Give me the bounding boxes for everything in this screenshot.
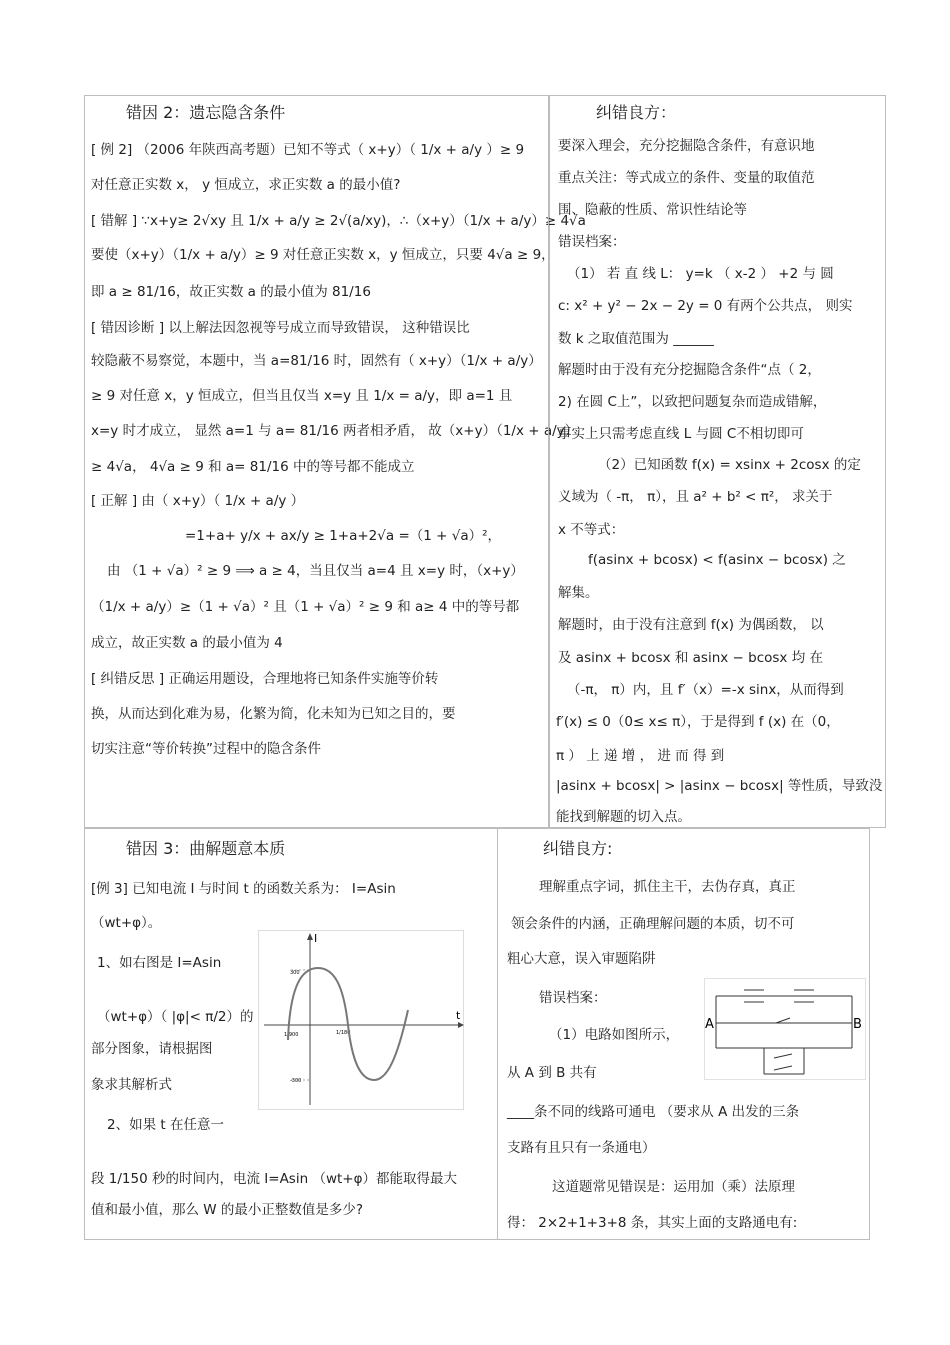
panel1-line: [ 正解 ] 由（ x+y）（ 1/x + a/y ） (91, 493, 305, 509)
circuit-diagram (704, 978, 866, 1080)
panel2-line: （-π， π）内，且 f′（x）=-x sinx，从而得到 (567, 682, 844, 698)
panel1-line: 要使（x+y）（1/x + a/y）≥ 9 对任意正实数 x，y 恒成立，只要 4√a ≥ 9， (91, 247, 555, 263)
panel2-line: 2) 在圆 C上”，以致把问题复杂而造成错解， (558, 394, 827, 410)
panel3-line: 部分图象，请根据图 (91, 1041, 213, 1057)
panel2-line: 重点关注：等式成立的条件、变量的取值范 (558, 170, 815, 186)
panel2-line: 围、隐蔽的性质、常识性结论等 (558, 202, 747, 218)
panel3-title: 错因 3：曲解题意本质 (126, 839, 286, 858)
circuit-label-b: B (853, 1017, 862, 1032)
panel2-line: c: x² + y² − 2x − 2y = 0 有两个公共点， 则实 (558, 298, 853, 314)
panel1-line: 切实注意“等价转换”过程中的隐含条件 (91, 741, 321, 757)
panel4-title: 纠错良方: (543, 839, 613, 858)
panel4-line: ____条不同的线路可通电 （要求从 A 出发的三条 (507, 1104, 800, 1120)
panel1-line: 即 a ≥ 81/16，故正实数 a 的最小值为 81/16 (91, 284, 371, 300)
panel2-line: 及 asinx + bcosx 和 asinx − bcosx 均 在 (558, 650, 823, 666)
circuit-label-a: A (705, 1017, 714, 1032)
graph-y-label: I (314, 932, 318, 945)
panel2-line: π ） 上 递 增 ， 进 而 得 到 (556, 748, 725, 764)
panel1-line: （1/x + a/y）≥（1 + √a）² 且（1 + √a）² ≥ 9 和 a≥ 4 中的等号都 (91, 599, 520, 615)
panel2-line: 错误档案： (558, 234, 626, 250)
panel2-line: 数 k 之取值范围为 ______ (558, 331, 714, 347)
panel2-line: f(asinx + bcosx) < f(asinx − bcosx) 之 (588, 552, 846, 568)
panel2-line: 解题时，由于没有注意到 f(x) 为偶函数， 以 (558, 617, 824, 633)
sine-graph (258, 930, 464, 1110)
panel1-line: ≥ 4√a， 4√a ≥ 9 和 a= 81/16 中的等号都不能成立 (91, 459, 415, 475)
panel3-line: 段 1/150 秒的时间内，电流 I=Asin （wt+φ）都能取得最大 (91, 1171, 457, 1187)
panel2-line: f′(x) ≤ 0（0≤ x≤ π），于是得到 f (x) 在（0， (556, 714, 840, 730)
panel4-line: （1）电路如图所示， (549, 1027, 680, 1043)
graph-x-label: t (456, 1009, 461, 1022)
panel1-line: 换，从而达到化难为易，化繁为简，化未知为已知之目的，要 (91, 706, 456, 722)
panel1-line: ≥ 9 对任意 x，y 恒成立，但当且仅当 x=y 且 1/x = a/y，即 a=1 且 (91, 388, 513, 404)
panel4-line: 支路有且只有一条通电） (507, 1140, 656, 1156)
panel2-line: 能找到解题的切入点。 (556, 809, 691, 825)
panel3-line: [例 3] 已知电流 I 与时间 t 的函数关系为： I=Asin (91, 881, 396, 897)
panel1-line: 由 （1 + √a）² ≥ 9 ⟹ a ≥ 4，当且仅当 a=4 且 x=y 时，（x+y） (107, 563, 524, 579)
panel4-line: 粗心大意，误入审题陷阱 (507, 951, 656, 967)
panel4-line: 这道题常见错误是：运用加（乘）法原理 (552, 1179, 795, 1195)
panel2-line: （1） 若 直 线 L： y=k （ x-2 ） +2 与 圆 (567, 266, 834, 282)
panel1-line: =1+a+ y/x + ax/y ≥ 1+a+2√a =（1 + √a）²， (185, 528, 502, 544)
panel4-line: 从 A 到 B 共有 (507, 1065, 597, 1081)
panel2-line: 事实上只需考虑直线 L 与圆 C不相切即可 (558, 426, 804, 442)
panel2-line: 解集。 (558, 585, 599, 601)
panel4-line: 错误档案： (539, 990, 607, 1006)
panel1-line: [ 纠错反思 ] 正确运用题设，合理地将已知条件实施等价转 (91, 671, 439, 687)
panel2-line: （2）已知函数 f(x) = xsinx + 2cosx 的定 (598, 457, 861, 473)
panel3-line: 值和最小值，那么 W 的最小正整数值是多少? (91, 1202, 364, 1218)
panel4-line: 得： 2×2+1+3+8 条，其实上面的支路通电有: (507, 1215, 798, 1231)
graph-x-tick1: 1/900 (284, 1032, 299, 1038)
panel1-line: 较隐蔽不易察觉，本题中，当 a=81/16 时，固然有（ x+y）（1/x + a/y） (91, 353, 542, 369)
graph-x-tick2: 1/180 (336, 1030, 351, 1036)
panel2-line: 义域为（ -π， π），且 a² + b² < π²， 求关于 (558, 489, 833, 505)
panel1-line: x=y 时才成立， 显然 a=1 与 a= 81/16 两者相矛盾， 故（x+y）（1/x + a/y） (91, 423, 579, 439)
panel3-line: （wt+φ）。 (91, 915, 162, 931)
panel1-line: 对任意正实数 x， y 恒成立，求正实数 a 的最小值? (91, 177, 401, 193)
panel4-line: 理解重点字词，抓住主干，去伪存真，真正 (539, 879, 796, 895)
panel3-line: 2、如果 t 在任意一 (107, 1117, 224, 1133)
panel1-title: 错因 2：遗忘隐含条件 (126, 103, 286, 122)
panel1-line: [ 错解 ] ∵x+y≥ 2√xy 且 1/x + a/y ≥ 2√(a/xy)，∴（x+y）（1/x + a/y）≥ 4√a (91, 213, 586, 229)
graph-y-max: 300 (290, 970, 300, 976)
panel2-line: |asinx + bcosx| > |asinx − bcosx| 等性质，导致没 (556, 778, 883, 794)
panel1-line: 成立，故正实数 a 的最小值为 4 (91, 635, 283, 651)
panel2-line: 要深入理会，充分挖掘隐含条件，有意识地 (558, 138, 815, 154)
panel3-line: （wt+φ）（ |φ|< π/2）的 (97, 1009, 254, 1025)
panel2-line: 解题时由于没有充分挖掘隐含条件“点（ 2， (558, 362, 821, 378)
panel3-line: 1、如右图是 I=Asin (97, 955, 222, 971)
panel2-title: 纠错良方： (596, 103, 677, 122)
graph-y-min: -300 (290, 1078, 302, 1084)
panel3-line: 象求其解析式 (91, 1077, 172, 1093)
panel2-line: x 不等式： (558, 522, 625, 538)
panel1-line: [ 错因诊断 ] 以上解法因忽视等号成立而导致错误， 这种错误比 (91, 320, 470, 336)
panel1-line: [ 例 2] （2006 年陕西高考题）已知不等式（ x+y）（ 1/x + a/y ）≥ 9 (91, 142, 525, 158)
panel4-line: 领会条件的内涵，正确理解问题的本质，切不可 (511, 916, 795, 932)
